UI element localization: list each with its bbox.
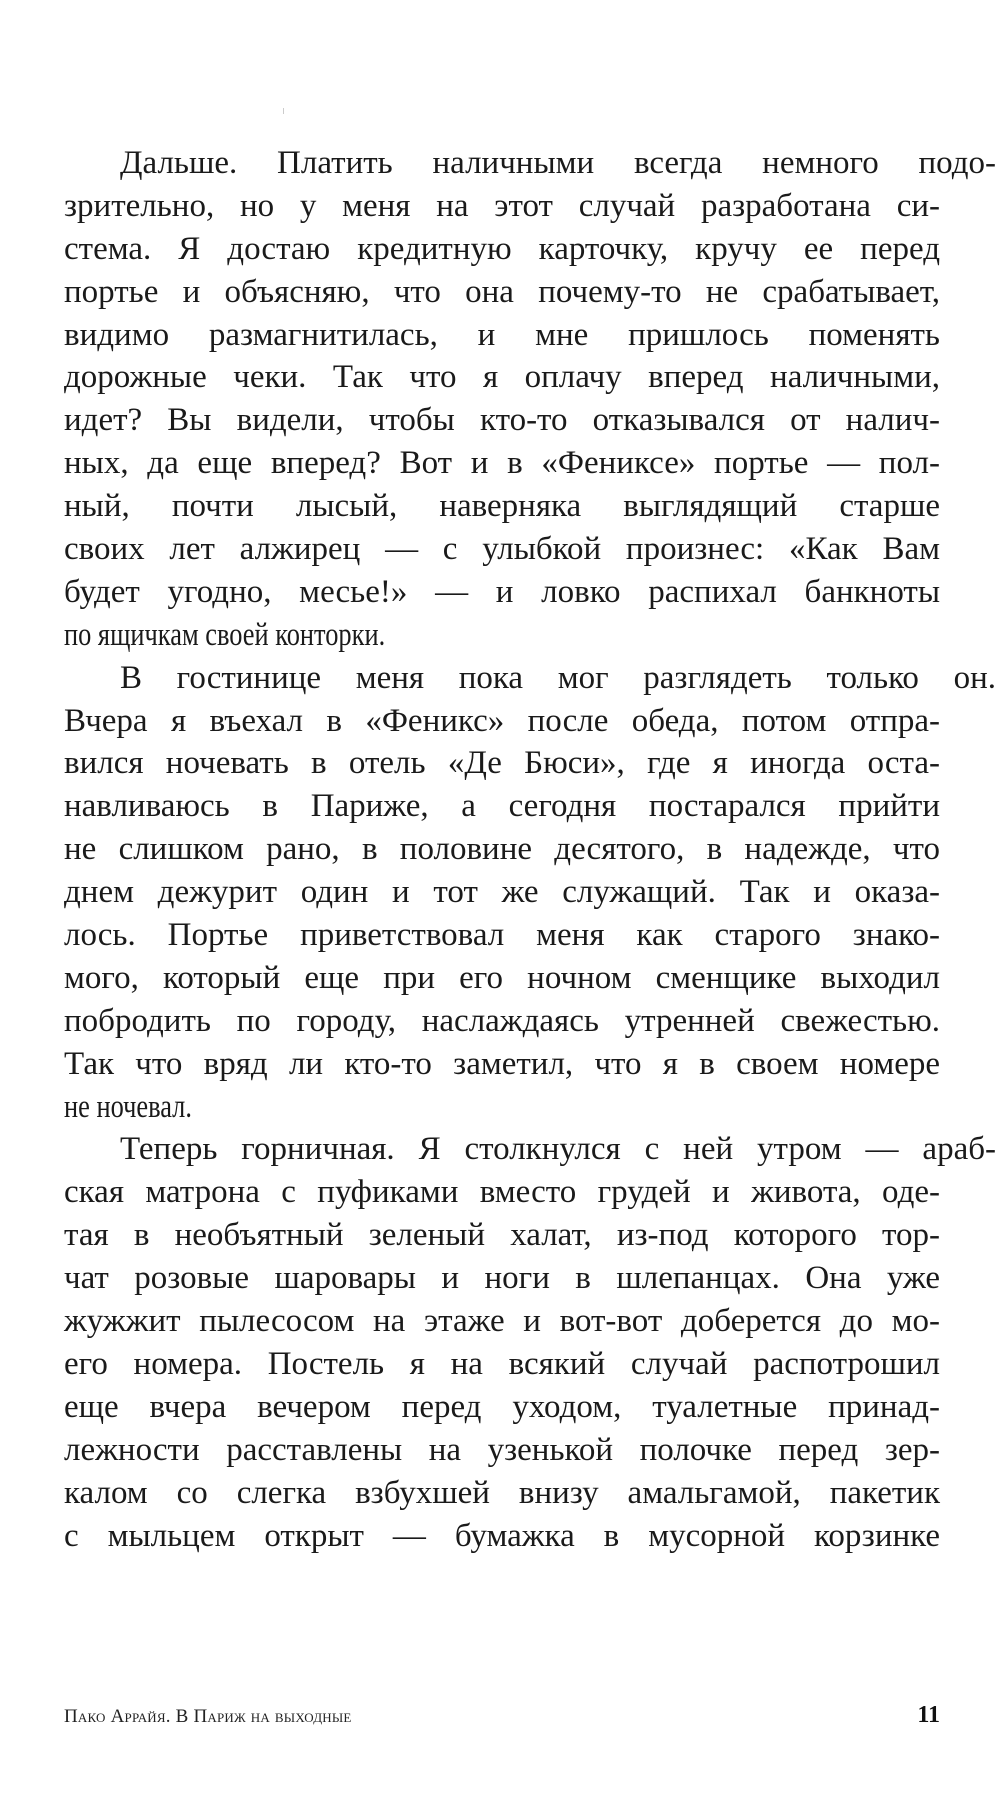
text-line: Теперь горничная. Я столкнулся с ней утром — араб- [120, 1131, 996, 1168]
text-line: жужжит пылесосом на этаже и вот-вот доберется до мо- [64, 1303, 940, 1340]
page-number: 11 [917, 1702, 940, 1728]
text-line: портье и объясняю, что она почему-то не срабатывает, [64, 273, 940, 310]
running-head: Пако Аррайя. В Париж на выходные [64, 1706, 352, 1727]
text-line: Так что вряд ли кто-то заметил, что я в своем номере [64, 1045, 940, 1082]
text-line: не ночевал. [64, 1088, 192, 1125]
text-line: тая в необъятный зеленый халат, из-под которого тор- [64, 1217, 940, 1254]
text-line: зрительно, но у меня на этот случай разработана си- [64, 187, 940, 224]
text-line: ская матрона с пуфиками вместо грудей и живота, оде- [64, 1174, 940, 1211]
text-line: будет угодно, месье!» — и ловко распихал банкноты [64, 573, 940, 610]
text-line: побродить по городу, наслаждаясь утренней свежестью. [64, 1002, 940, 1039]
text-line: мого, который еще при его ночном сменщике выходил [64, 959, 940, 996]
text-line: его номера. Постель я на всякий случай распотрошил [64, 1345, 940, 1382]
text-line: еще вчера вечером перед уходом, туалетные принад- [64, 1388, 940, 1425]
text-line: стема. Я достаю кредитную карточку, кручу ее перед [64, 230, 940, 267]
text-line: навливаюсь в Париже, а сегодня постарался прийти [64, 788, 940, 825]
text-line: видимо размагнитилась, и мне пришлось поменять [64, 316, 940, 353]
text-line: В гостинице меня пока мог разглядеть только он. [120, 659, 996, 696]
body-text [64, 142, 996, 1557]
text-line: своих лет алжирец — с улыбкой произнес: «Как Вам [64, 531, 940, 568]
text-line: калом со слегка взбухшей внизу амальгамой, пакетик [64, 1474, 940, 1511]
text-line: не слишком рано, в половине десятого, в надежде, что [64, 831, 940, 868]
text-line: лежности расставлены на узенькой полочке перед зер- [64, 1431, 940, 1468]
text-line: по ящичкам своей конторки. [64, 616, 386, 653]
text-line: лось. Портье приветствовал меня как старого знако- [64, 917, 940, 954]
text-line: Вчера я въехал в «Феникс» после обеда, потом отпра- [64, 702, 940, 739]
text-line: ных, да еще вперед? Вот и в «Фениксе» портье — пол- [64, 445, 940, 482]
text-line: днем дежурит один и тот же служащий. Так и оказа- [64, 874, 940, 911]
text-line: чат розовые шаровары и ноги в шлепанцах. Она уже [64, 1260, 940, 1297]
text-line: дорожные чеки. Так что я оплачу вперед наличными, [64, 359, 940, 396]
text-line: вился ночевать в отель «Де Бюси», где я иногда оста- [64, 745, 940, 782]
text-line: ный, почти лысый, наверняка выглядящий старше [64, 488, 940, 525]
text-line: с мыльцем открыт — бумажка в мусорной корзинке [64, 1517, 940, 1554]
scan-speck [283, 108, 284, 114]
text-line: идет? Вы видели, чтобы кто-то отказывался от налич- [64, 402, 940, 439]
page-footer [64, 1702, 940, 1736]
text-line: Дальше. Платить наличными всегда немного подо- [120, 145, 996, 181]
